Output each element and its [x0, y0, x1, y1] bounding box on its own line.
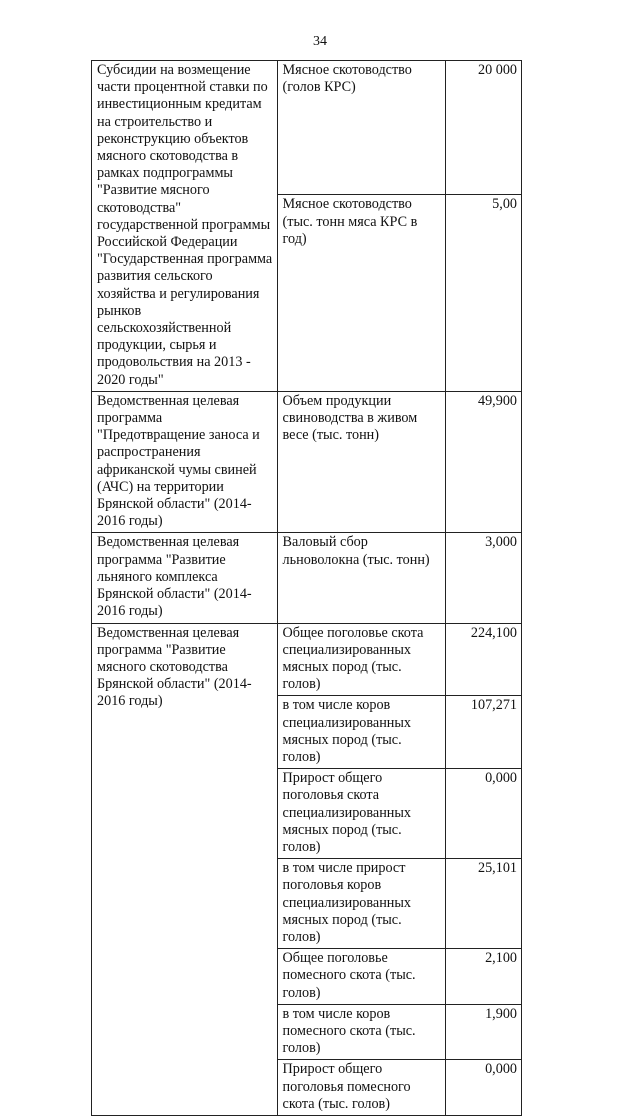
indicator-cell: Валовый сбор льноволокна (тыс. тонн) [277, 533, 445, 623]
program-cell: Ведомственная целевая программа "Предотвращение заноса и распространения африканской чумы свиней (АЧС) на территории Брянской области" (2014-2016 годы) [92, 391, 278, 533]
program-cell: Ведомственная целевая программа "Развитие мясного скотоводства Брянской области" (2014-2016 годы) [92, 623, 278, 1115]
table-row [92, 623, 522, 696]
value-cell: 1,900 [445, 1004, 521, 1060]
program-cell: Ведомственная целевая программа "Развитие льняного комплекса Брянской области" (2014-2016 годы) [92, 533, 278, 623]
page-number: 34 [313, 34, 327, 49]
table-row [92, 533, 522, 623]
indicator-cell: Прирост общего поголовья помесного скота (тыс. голов) [277, 1060, 445, 1116]
indicator-cell: Общее поголовье скота специализированных мясных пород (тыс. голов) [277, 623, 445, 696]
table-row [92, 61, 522, 195]
value-cell: 20 000 [445, 61, 521, 195]
indicator-cell: Прирост общего поголовья скота специализированных мясных пород (тыс. голов) [277, 769, 445, 859]
indicator-cell: в том числе коров помесного скота (тыс. голов) [277, 1004, 445, 1060]
indicator-cell: Мясное скотоводство (голов КРС) [277, 61, 445, 195]
indicator-cell: Мясное скотоводство (тыс. тонн мяса КРС в год) [277, 195, 445, 391]
indicator-cell: Объем продукции свиноводства в живом весе (тыс. тонн) [277, 391, 445, 533]
indicator-cell: в том числе коров специализированных мясных пород (тыс. голов) [277, 696, 445, 769]
value-cell: 49,900 [445, 391, 521, 533]
indicator-cell: в том числе прирост поголовья коров специализированных мясных пород (тыс. голов) [277, 859, 445, 949]
indicators-table [91, 60, 522, 1116]
table-row [92, 391, 522, 533]
value-cell: 5,00 [445, 195, 521, 391]
value-cell: 0,000 [445, 769, 521, 859]
value-cell: 25,101 [445, 859, 521, 949]
program-cell: Субсидии на возмещение части процентной ставки по инвестиционным кредитам на строительство и реконструкцию объектов мясного скотоводства в рамках подпрограммы "Развитие мясного скотоводства" государственной программы Российской Федерации "Государственная программа развития сельского хозяйства и регулирования рынков сельскохозяйственной продукции, сырья и продовольствия на 2013 - 2020 годы" [92, 61, 278, 392]
indicator-cell: Общее поголовье помесного скота (тыс. голов) [277, 949, 445, 1005]
value-cell: 107,271 [445, 696, 521, 769]
value-cell: 224,100 [445, 623, 521, 696]
value-cell: 3,000 [445, 533, 521, 623]
value-cell: 0,000 [445, 1060, 521, 1116]
value-cell: 2,100 [445, 949, 521, 1005]
